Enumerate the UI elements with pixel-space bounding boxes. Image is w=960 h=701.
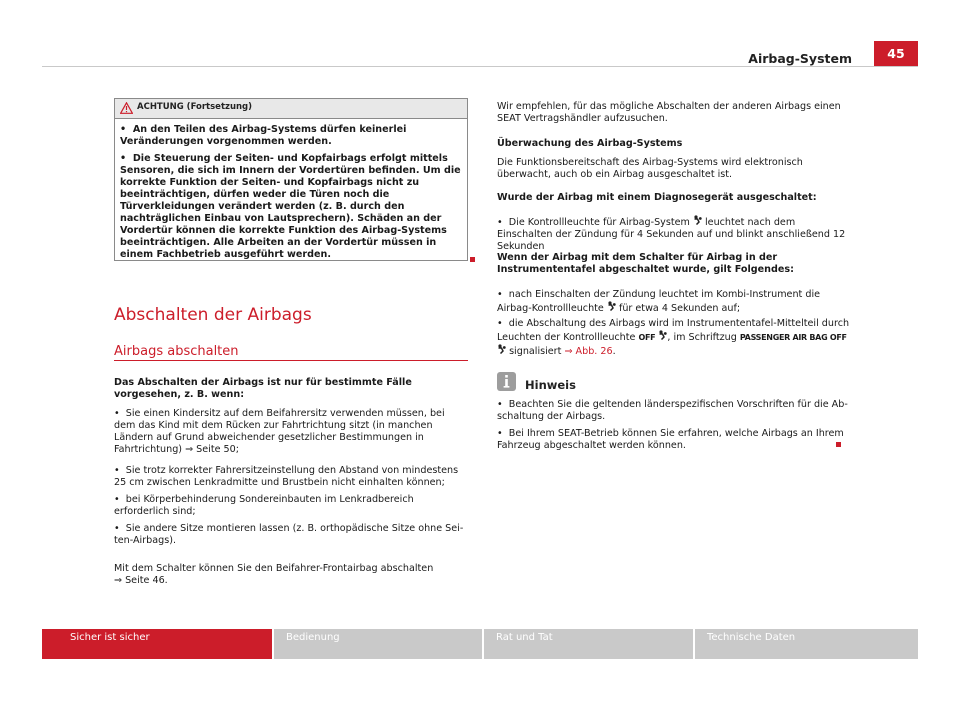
warning-item: • Die Steuerung der Seiten- und Kopfairbags erfolgt mittels Sensoren, die sich im Innern der Vordertüren befinden. Um die korrekte Funktion der Seiten- und Kopfairbags nicht zu beeinträchtigen, dürfen weder die Türen noch die Türverkleidungen verändert werden (z. B. durch den nachträglichen Einbau von Lautsprechern). Schäden an der Vordertür können die korrekte Funktion des Airbag-Systems beeinträchtigen. Alle Arbeiten an der Vordertür müssen in einem Fachbetrieb ausgeführt werden. <box>120 153 461 260</box>
note-item: • Beachten Sie die geltenden länderspezifischen Vorschriften für die Abschaltung der Airbags. <box>497 399 848 422</box>
page-link[interactable]: ⇒ Seite 46. <box>114 575 168 586</box>
warning-item: • An den Teilen des Airbag-Systems dürfen keinerlei Veränderungen vorgenommen werden. <box>120 124 407 147</box>
list-item: • nach Einschalten der Zündung leuchtet im Kombi-Instrument die Airbag-Kontrollleuchte für etwa 4 Sekunden auf; <box>497 289 821 314</box>
tab-technische-daten[interactable]: Technische Daten <box>695 629 918 659</box>
list-item: • Sie trotz korrekter Fahrersitzeinstellung den Abstand von mindestens 25 cm zwischen Lenkradmitte und Brustbein nicht einhalten können; <box>114 465 459 488</box>
end-of-section-marker <box>470 257 475 262</box>
page-link[interactable]: ⇒ Seite 50; <box>185 444 239 455</box>
subsection-divider <box>114 360 468 361</box>
tab-sicher-ist-sicher[interactable]: Sicher ist sicher <box>42 629 272 659</box>
subsection-title: Airbags abschalten <box>114 344 239 359</box>
chapter-title: Airbag-System <box>748 51 852 66</box>
warning-triangle-icon <box>120 102 133 114</box>
section-title: Abschalten der Airbags <box>114 305 312 325</box>
warning-box <box>114 98 468 261</box>
note-item: • Bei Ihrem SEAT-Betrieb können Sie erfahren, welche Airbags an Ihrem Fahrzeug abgeschaltet werden können. <box>497 428 844 451</box>
list-item: • bei Körperbehinderung Sondereinbauten im Lenkradbereich erforderlich sind; <box>114 494 414 517</box>
page-number: 45 <box>874 41 918 66</box>
list-item: • Sie einen Kindersitz auf dem Beifahrersitz verwenden müssen, bei dem das Kind mit dem Rücken zur Fahrtrichtung sitzt (in manchen Ländern auf Grund abweichender gesetzlicher Bestimmungen in Fahrtrichtung) ⇒ Seite 50; <box>114 408 445 455</box>
outro-paragraph: Mit dem Schalter können Sie den Beifahrer-Frontairbag abschalten ⇒ Seite 46. <box>114 563 434 586</box>
note-title: Hinweis <box>525 378 576 392</box>
paragraph-heading: Überwachung des Airbag-Systems <box>497 138 683 149</box>
header-divider <box>42 66 918 67</box>
list-item: • die Abschaltung des Airbags wird im Instrumententafel-Mittelteil durch Leuchten der Kontrollleuchte OFF , im Schriftzug PASSENGER AIR BAG OFF signalisiert ⇒ Abb. 26. <box>497 318 850 357</box>
tab-rat-und-tat[interactable]: Rat und Tat <box>484 629 693 659</box>
airbag-person-icon <box>607 301 616 311</box>
passenger-airbag-off-symbol: PASSENGER AIR BAG OFF <box>739 333 847 342</box>
paragraph-heading: Wurde der Airbag mit einem Diagnosegerät ausgeschaltet: <box>497 192 817 203</box>
end-of-section-marker <box>836 442 841 447</box>
paragraph-heading: Wenn der Airbag mit dem Schalter für Airbag in der Instrumententafel abgeschaltet wurde, gilt Folgendes: <box>497 252 794 275</box>
paragraph: Wir empfehlen, für das mögliche Abschalten der anderen Airbags einen SEAT Vertragshändler aufzusuchen. <box>497 101 841 124</box>
warning-title: ACHTUNG (Fortsetzung) <box>137 102 253 112</box>
intro-paragraph: Das Abschalten der Airbags ist nur für bestimmte Fälle vorgesehen, z. B. wenn: <box>114 377 412 400</box>
warning-header <box>115 99 467 119</box>
tab-bedienung[interactable]: Bedienung <box>274 629 482 659</box>
list-item: • Die Kontrollleuchte für Airbag-System leuchtet nach dem Einschalten der Zündung für 4 Sekunden auf und blinkt anschließend 12 Sekunden <box>497 217 846 252</box>
info-note-icon <box>497 372 516 391</box>
list-item: • Sie andere Sitze montieren lassen (z. B. orthopädische Sitze ohne Seiten-Airbags). <box>114 523 464 546</box>
figure-link[interactable]: ⇒ Abb. 26 <box>564 346 613 357</box>
airbag-person-icon <box>693 215 702 225</box>
airbag-person-icon <box>497 344 506 354</box>
paragraph: Die Funktionsbereitschaft des Airbag-Systems wird elektronisch überwacht, auch ob ein Airbag ausgeschaltet ist. <box>497 157 803 180</box>
off-symbol: OFF <box>638 333 656 342</box>
